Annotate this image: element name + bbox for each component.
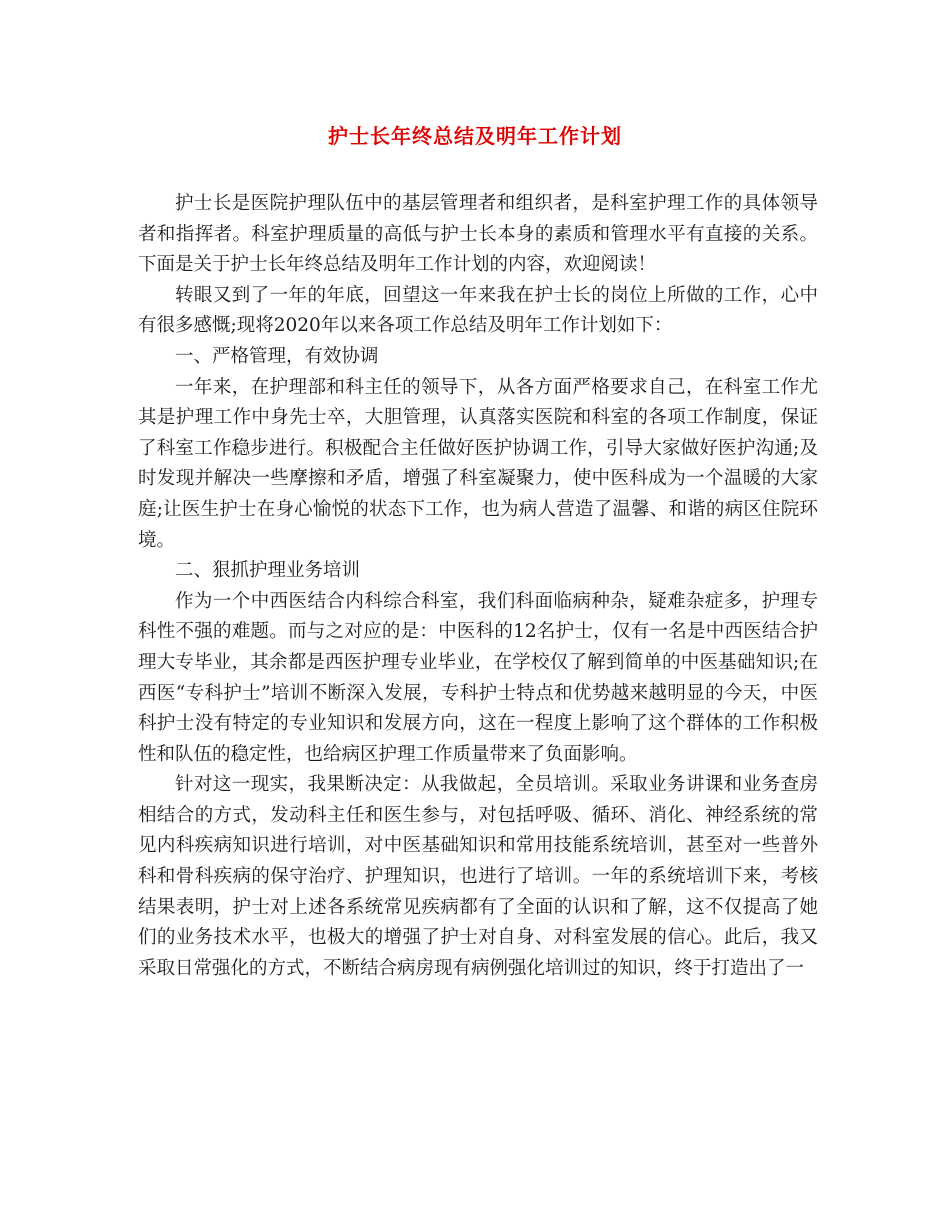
section-heading-2: 二、狠抓护理业务培训 (175, 560, 361, 582)
paragraph-section-1: 一年来，在护理部和科主任的领导下，从各方面严格要求自己，在科室工作尤其是护理工作中身先士卒，大胆管理，认真落实医院和科室的各项工作制度，保证了科室工作稳步进行。积极配合主任做好医护协调工作，引导大家做好医护沟通;及时发现并解决一些摩擦和矛盾，增强了科室凝聚力，使中医科成为一个温暖的大家庭;让医生护士在身心愉悦的状态下工作，也为病人营造了温馨、和谐的病区住院环境。 (138, 376, 818, 551)
paragraph-section-2b: 针对这一现实，我果断决定：从我做起，全员培训。采取业务讲课和业务查房相结合的方式，发动科主任和医生参与，对包括呼吸、循环、消化、神经系统的常见内科疾病知识进行培训，对中医基础知识和常用技能系统培训，甚至对一些普外科和骨科疾病的保守治疗、护理知识，也进行了培训。一年的系统培训下来，考核结果表明，护士对上述各系统常见疾病都有了全面的认识和了解，这不仅提高了她们的业务技术水平，也极大的增强了护士对自身、对科室发展的信心。此后，我又采取日常强化的方式，不断结合病房现有病例强化培训过的知识，终于打造出了一 (138, 774, 818, 979)
paragraph-intro: 护士长是医院护理队伍中的基层管理者和组织者，是科室护理工作的具体领导者和指挥者。科室护理质量的高低与护士长本身的素质和管理水平有直接的关系。下面是关于护士长年终总结及明年工作计划的内容，欢迎阅读！ (138, 193, 818, 276)
paragraph-opening: 转眼又到了一年的年底，回望这一年来我在护士长的岗位上所做的工作，心中有很多感慨;现将2020年以来各项工作总结及明年工作计划如下： (138, 284, 818, 337)
section-heading-1: 一、严格管理，有效协调 (175, 345, 379, 367)
document-body (138, 189, 818, 984)
paragraph-section-2a: 作为一个中西医结合内科综合科室，我们科面临病种杂，疑难杂症多，护理专科性不强的难题。而与之对应的是：中医科的12名护士，仅有一名是中西医结合护理大专毕业，其余都是西医护理专业毕业，在学校仅了解到简单的中医基础知识;在西医“专科护士”培训不断深入发展，专科护士特点和优势越来越明显的今天，中医科护士没有特定的专业知识和发展方向，这在一程度上影响了这个群体的工作积极性和队伍的稳定性，也给病区护理工作质量带来了负面影响。 (138, 590, 818, 765)
document-title: 护士长年终总结及明年工作计划 (328, 124, 622, 148)
